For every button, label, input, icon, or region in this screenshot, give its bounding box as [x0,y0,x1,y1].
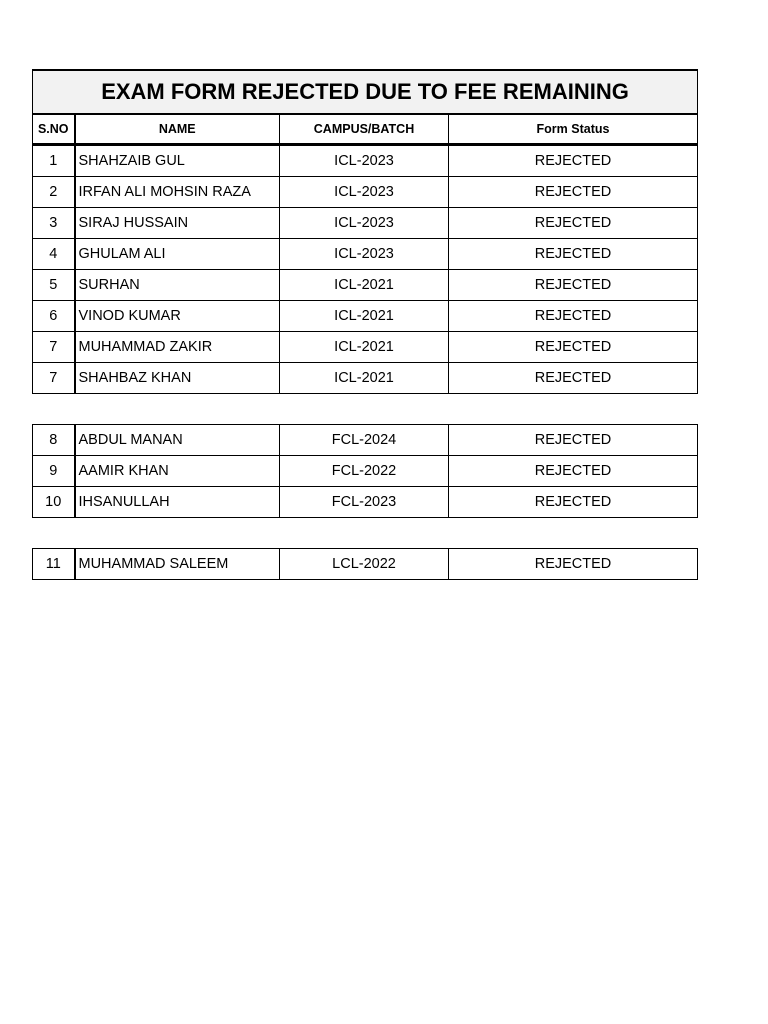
table-row [33,549,698,580]
row-campus: ICL-2023 [280,177,449,208]
row-name: GHULAM ALI [75,239,280,270]
table-row [33,456,698,487]
row-status: REJECTED [449,177,698,208]
row-name: SHAHZAIB GUL [75,146,280,177]
student-group-table [32,145,698,394]
student-group-table [32,424,698,518]
row-status: REJECTED [449,456,698,487]
sheet-title: EXAM FORM REJECTED DUE TO FEE REMAINING [33,70,698,114]
row-name: VINOD KUMAR [75,301,280,332]
row-sno: 11 [33,549,75,580]
row-status: REJECTED [449,270,698,301]
row-name: MUHAMMAD ZAKIR [75,332,280,363]
row-campus: ICL-2021 [280,363,449,394]
student-groups [32,145,697,580]
table-row [33,363,698,394]
row-status: REJECTED [449,363,698,394]
header-campus: CAMPUS/BATCH [280,114,449,144]
header-table [32,69,698,145]
row-name: IRFAN ALI MOHSIN RAZA [75,177,280,208]
row-sno: 1 [33,146,75,177]
row-sno: 6 [33,301,75,332]
table-row [33,270,698,301]
table-row [33,177,698,208]
row-sno: 5 [33,270,75,301]
row-sno: 9 [33,456,75,487]
row-sno: 4 [33,239,75,270]
row-name: AAMIR KHAN [75,456,280,487]
row-sno: 7 [33,363,75,394]
row-campus: ICL-2023 [280,239,449,270]
row-status: REJECTED [449,549,698,580]
row-campus: ICL-2023 [280,146,449,177]
table-row [33,239,698,270]
header-name: NAME [75,114,280,144]
row-status: REJECTED [449,208,698,239]
row-name: MUHAMMAD SALEEM [75,549,280,580]
row-status: REJECTED [449,487,698,518]
rejected-forms-sheet [32,69,697,580]
row-status: REJECTED [449,146,698,177]
row-campus: ICL-2021 [280,332,449,363]
row-status: REJECTED [449,332,698,363]
table-row [33,146,698,177]
header-sno: S.NO [33,114,75,144]
group-spacer [32,518,697,548]
row-name: SURHAN [75,270,280,301]
row-sno: 10 [33,487,75,518]
row-name: ABDUL MANAN [75,425,280,456]
row-status: REJECTED [449,301,698,332]
row-campus: FCL-2022 [280,456,449,487]
row-campus: ICL-2023 [280,208,449,239]
row-campus: LCL-2022 [280,549,449,580]
row-name: SHAHBAZ KHAN [75,363,280,394]
header-status: Form Status [449,114,698,144]
row-campus: ICL-2021 [280,270,449,301]
row-campus: FCL-2024 [280,425,449,456]
row-status: REJECTED [449,239,698,270]
group-spacer [32,394,697,424]
table-row [33,487,698,518]
row-sno: 2 [33,177,75,208]
row-sno: 7 [33,332,75,363]
row-name: IHSANULLAH [75,487,280,518]
row-campus: ICL-2021 [280,301,449,332]
row-sno: 3 [33,208,75,239]
row-campus: FCL-2023 [280,487,449,518]
table-row [33,208,698,239]
student-group-table [32,548,698,580]
table-row [33,332,698,363]
row-status: REJECTED [449,425,698,456]
column-header-row [33,114,698,144]
table-row [33,425,698,456]
row-sno: 8 [33,425,75,456]
title-row [33,70,698,114]
table-row [33,301,698,332]
row-name: SIRAJ HUSSAIN [75,208,280,239]
